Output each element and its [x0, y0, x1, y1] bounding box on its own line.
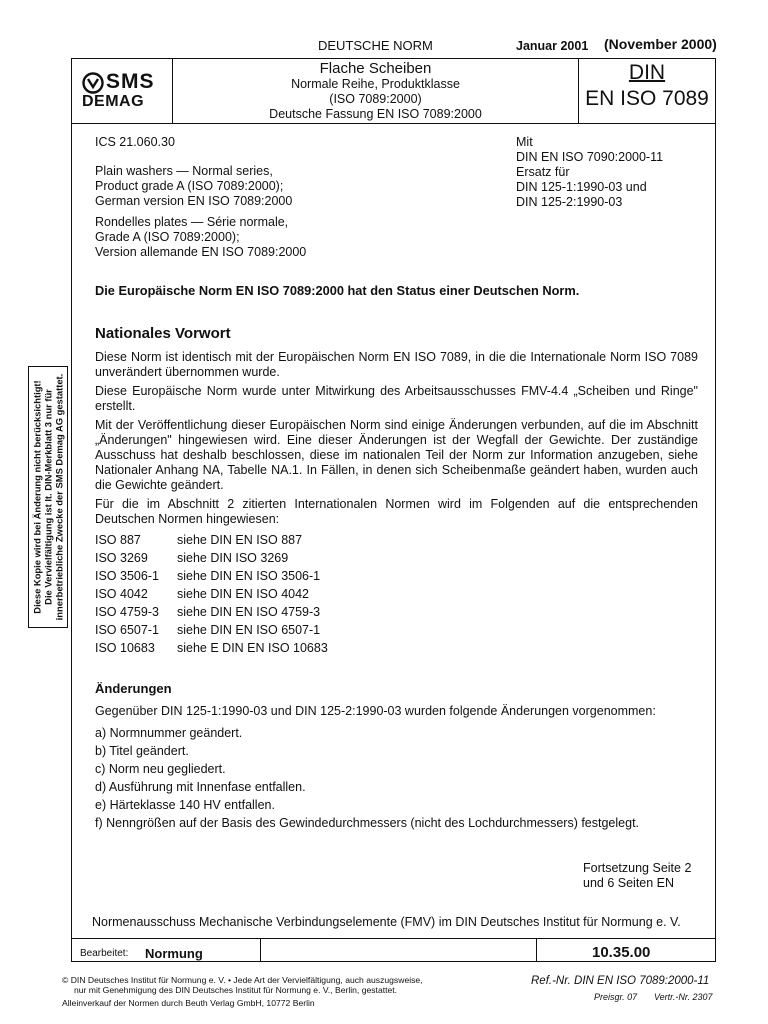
norm-type: DEUTSCHE NORM — [318, 38, 433, 53]
issue-date: Januar 2001 — [516, 39, 589, 53]
sms-demag-logo — [82, 72, 166, 112]
changes-item: b) Titel geändert. — [95, 744, 189, 758]
copyright-line: © DIN Deutsches Institut für Normung e. V. • Jede Art der Vervielfältigung, auch auszugsweise, — [62, 975, 423, 985]
english-title-line: Plain washers — Normal series, — [95, 164, 273, 178]
logo-text-sms: SMS — [106, 70, 155, 93]
copy-stamp — [28, 366, 68, 628]
changes-intro: Gegenüber DIN 125-1:1990-03 und DIN 125-2:1990-03 wurden folgende Änderungen vorgenommen: — [95, 704, 656, 718]
copy-stamp-text — [32, 372, 65, 622]
sms-logo-icon — [82, 72, 104, 94]
foreword-paragraph-3: Mit der Veröffentlichung dieser Europäischen Norm sind einige Änderungen verbunden, auf die im Abschnitt „Änderungen" hingewiesen wird. Eine dieser Änderungen ist der Wegfall der Gewichte. Der zuständige Ausschuss hat deshalb beschlossen, diese im nationalen Teil der Norm zur Information anzugeben, siehe Nationaler Anhang NA, Tabelle NA.1. In Fällen, in denen sich Scheibenmaße geändert haben, wurden auch die Gewichte geändert. — [95, 418, 698, 492]
replaces-line: DIN 125-2:1990-03 — [516, 195, 623, 209]
foreword-paragraph-1: Diese Norm ist identisch mit der Europäischen Norm EN ISO 7089, in die die Internationale Norm ISO 7089 unverändert übernommen wurde. — [95, 350, 698, 379]
changes-item: c) Norm neu gegliedert. — [95, 762, 226, 776]
doc-german-version: Deutsche Fassung EN ISO 7089:2000 — [269, 107, 482, 121]
doc-subtitle: Normale Reihe, Produktklasse — [291, 77, 460, 91]
english-title-line: Product grade A (ISO 7089:2000); — [95, 179, 284, 193]
reference-list — [95, 531, 698, 657]
iso-ref: ISO 887 — [95, 533, 141, 547]
din-ref: siehe DIN EN ISO 887 — [177, 533, 303, 547]
iso-ref: ISO 3506-1 — [95, 569, 159, 583]
copyright-note — [62, 975, 423, 995]
copyright-line: nur mit Genehmigung des DIN Deutsches Institut für Normung e. V., Berlin, gestattet. — [74, 985, 398, 995]
ics-code: ICS 21.060.30 — [95, 135, 175, 149]
changes-item: a) Normnummer geändert. — [95, 726, 243, 740]
vertr-number: Vertr.-Nr. 2307 — [654, 992, 713, 1002]
iso-ref: ISO 6507-1 — [95, 623, 159, 637]
continuation-line: und 6 Seiten EN — [583, 876, 675, 890]
sales-note: Alleinverkauf der Normen durch Beuth Verlag GmbH, 10772 Berlin — [62, 998, 315, 1008]
french-title — [95, 215, 306, 260]
replaces-line: DIN EN ISO 7090:2000-11 — [516, 150, 664, 164]
foreword-body — [95, 350, 698, 657]
footer-divider — [71, 938, 716, 939]
din-ref: siehe DIN ISO 3269 — [177, 551, 289, 565]
classification-code: 10.35.00 — [592, 944, 651, 961]
foreword-paragraph-4: Für die im Abschnitt 2 zitierten Internationalen Normen wird im Folgenden auf die entsprechenden Deutschen Normen hingewiesen: — [95, 497, 698, 526]
replaces-block — [516, 135, 663, 210]
header-divider — [71, 123, 716, 124]
iso-ref: ISO 4759-3 — [95, 605, 159, 619]
reference-row — [95, 621, 698, 639]
bearbeitet-value: Normung — [145, 946, 203, 961]
ref-number: Ref.-Nr. DIN EN ISO 7089:2000-11 — [531, 975, 710, 987]
changes-item: d) Ausführung mit Innenfase entfallen. — [95, 780, 306, 794]
footer-divider-v2 — [536, 938, 537, 962]
copy-stamp-line: Diese Kopie wird bei Änderung nicht berücksichtigt! — [31, 380, 43, 614]
iso-ref: ISO 4042 — [95, 587, 148, 601]
replaces-line: Mit — [516, 135, 533, 149]
foreword-heading: Nationales Vorwort — [95, 325, 231, 342]
footer-divider-v1 — [260, 938, 261, 962]
din-ref: siehe DIN EN ISO 6507-1 — [177, 623, 321, 637]
din-ref: siehe DIN EN ISO 4042 — [177, 587, 310, 601]
committee-line: Normenausschuss Mechanische Verbindungselemente (FMV) im DIN Deutsches Institut für Normung e. V. — [92, 915, 681, 929]
english-title — [95, 164, 292, 209]
changes-item: f) Nenngrößen auf der Basis des Gewindedurchmessers (nicht des Lochdurchmessers) festgelegt. — [95, 816, 640, 830]
doc-iso-ref: (ISO 7089:2000) — [329, 92, 422, 106]
english-title-line: German version EN ISO 7089:2000 — [95, 194, 293, 208]
french-title-line: Version allemande EN ISO 7089:2000 — [95, 245, 307, 259]
replaces-line: DIN 125-1:1990-03 und — [516, 180, 647, 194]
din-ref: siehe DIN EN ISO 3506-1 — [177, 569, 321, 583]
din-label: DIN — [628, 61, 666, 84]
din-number: EN ISO 7089 — [585, 87, 709, 110]
reference-row — [95, 585, 698, 603]
doc-title: Flache Scheiben — [319, 60, 432, 77]
reference-row — [95, 639, 698, 657]
changes-list — [95, 724, 639, 832]
din-ref: siehe DIN EN ISO 4759-3 — [177, 605, 321, 619]
french-title-line: Grade A (ISO 7089:2000); — [95, 230, 240, 244]
continuation-line: Fortsetzung Seite 2 — [583, 861, 692, 875]
bearbeitet-label: Bearbeitet: — [80, 948, 129, 959]
replaces-line: Ersatz für — [516, 165, 570, 179]
iso-ref: ISO 10683 — [95, 641, 155, 655]
reference-row — [95, 603, 698, 621]
din-ref: siehe E DIN EN ISO 10683 — [177, 641, 328, 655]
changes-item: e) Härteklasse 140 HV entfallen. — [95, 798, 275, 812]
din-block — [579, 60, 715, 112]
reference-row — [95, 531, 698, 549]
iso-ref: ISO 3269 — [95, 551, 148, 565]
copy-stamp-line: innerbetriebliche Zwecke der SMS Demag AG gestattet. — [53, 373, 65, 621]
copy-stamp-line: Die Vervielfältigung ist lt. DIN-Merkblatt 3 nur für — [42, 389, 54, 605]
continuation-note — [583, 861, 691, 891]
price-group: Preisgr. 07 — [594, 992, 638, 1002]
logo-text-demag: DEMAG — [82, 93, 145, 110]
title-block — [173, 60, 578, 122]
foreword-paragraph-2: Diese Europäische Norm wurde unter Mitwirkung des Arbeitsausschusses FMV-4.4 „Scheiben und Ringe" erstellt. — [95, 384, 698, 413]
reference-row — [95, 549, 698, 567]
french-title-line: Rondelles plates — Série normale, — [95, 215, 289, 229]
reference-row — [95, 567, 698, 585]
issue-date-note: (November 2000) — [604, 36, 717, 52]
status-statement: Die Europäische Norm EN ISO 7089:2000 hat den Status einer Deutschen Norm. — [95, 283, 580, 298]
changes-heading: Änderungen — [95, 681, 172, 696]
